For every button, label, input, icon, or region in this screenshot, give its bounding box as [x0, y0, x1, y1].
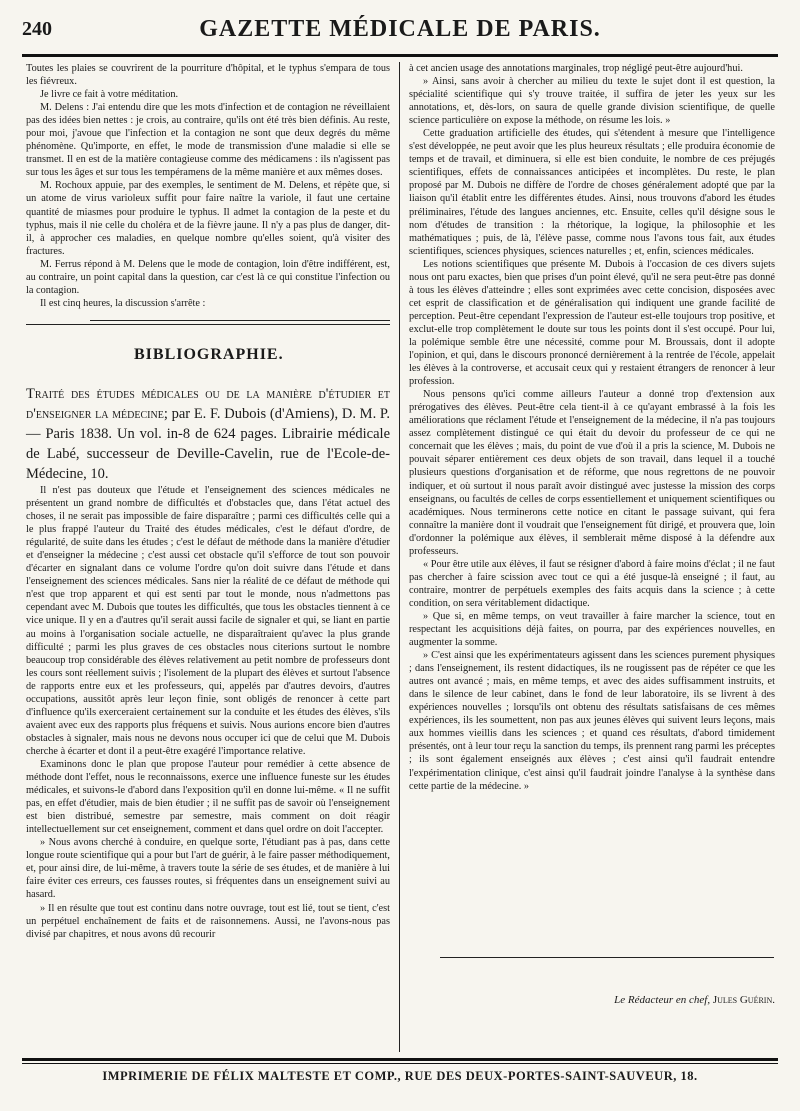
right-column	[409, 62, 775, 944]
paragraph: à cet ancien usage des annotations marginales, trop négligé peut-être aujourd'hui.	[409, 63, 743, 74]
header-rule	[22, 54, 778, 57]
paragraph: Les notions scientifiques que présente M. Dubois à l'occasion de ces divers sujets nous ont paru exactes, bien que prises d'un point élevé, qu'il ne sera peut-être pas donné à tous les élèves d'atteindre ; elles sont exprimées avec cette concision, disposées avec cet esprit de classification et de généralisation qui indiquent une grande facilité de perception. Peut-être cependant l'expression de l'auteur est-elle toujours trop positive, et exclut-elle trop complètement le doute sur tous les points dont il s'est occupé. Pour lui, la polémique semble être une nécessité, comme pour M. Broussais, dont il adopte l'opinion, et qui, dans le discours prononcé dernièrement à la rentrée de l'école, appelait les élèves à la controverse, et accusait ceux qui y restaient étrangers de renoncer à leur profession.	[409, 258, 775, 388]
printer-imprint: IMPRIMERIE DE FÉLIX MALTESTE ET COMP., RUE DES DEUX-PORTES-SAINT-SAUVEUR, 18.	[102, 1069, 698, 1083]
journal-title: GAZETTE MÉDICALE DE PARIS.	[199, 16, 601, 42]
paragraph: M. Ferrus répond à M. Delens que le mode de contagion, loin d'être indifférent, est, au contraire, un point capital dans la question, car c'est là ce qui constitue l'infection ou la contagion.	[26, 258, 390, 296]
section-rule	[26, 324, 390, 325]
book-title: Traité des études médicales ou de la manière d'étudier et d'enseigner la médecine;	[26, 386, 390, 422]
paragraph: « Pour être utile aux élèves, il faut se résigner d'abord à faire moins d'éclat ; il ne faut pas chercher à faire scission avec tout ce qui a été jusque-là enseigné ; il faut, au contraire, montrer de perpétuels exemples des faits acquis dans la science ; à cette condition, on sera véritablement didactique.	[409, 558, 775, 609]
paragraph: M. Delens : J'ai entendu dire que les mots d'infection et de contagion ne réveillaient pas des idées bien nettes : je crois, au contraire, qu'ils ont été très bien définis. Au reste, pour moi, j'avoue que l'infection et la contagion ne sont que deux degrés du même phénomène. Qu'importe, en effet, le mode de transmission d'une maladie si elle se transmet. Il en est de la matière contagieuse comme des médicamens : ils n'agissent pas sur tous les âges et sur tous les tempéramens de la même manière et aux mêmes doses.	[26, 102, 390, 179]
paragraph: M. Rochoux appuie, par des exemples, le sentiment de M. Delens, et répète que, si un atome de virus varioleux suffit pour faire naître la variole, il faut une certaine quantité de miasmes pour produire le typhus. Il admet la contagion de la peste et du typhus, mais il nie celle du choléra et de la fièvre jaune. Il n'y a pas plus de danger, dit-il, à approcher ces maladies, en quelque nombre qu'elles soient, qu'à visiter des fractures.	[26, 180, 390, 257]
paragraph: Toutes les plaies se couvrirent de la pourriture d'hôpital, et le typhus s'empara de tous les fiévreux.	[26, 63, 390, 88]
signature-role: Le Rédacteur en chef,	[614, 994, 711, 1006]
book-citation	[26, 384, 390, 484]
paragraph: Il est cinq heures, la discussion s'arrête :	[40, 297, 206, 309]
paragraph: Examinons donc le plan que propose l'auteur pour remédier à cette absence de méthode dont l'effet, nous le reconnaissons, exerce une influence funeste sur les études médicales, et suivons-le d'abord dans l'exposition qu'il en donne lui-même. « Il ne suffit pas, en effet d'étudier, mais de bien étudier ; il ne suffit pas de savoir où l'enseignement est bien distribué, semestre par semestre, mais comment on doit réagir intellectuellement sur cet enseignement, comment et dans quel ordre on doit l'accepter.	[26, 758, 390, 836]
left-column-body	[26, 484, 390, 1050]
left-column-top	[26, 62, 390, 314]
paragraph: » Ainsi, sans avoir à chercher au milieu du texte le sujet dont il est question, la spécialité scientifique qui s'y trouve traitée, il suffira de jeter les yeux sur les annotations, et, dès-lors, on saura de quelle grande division scientifique, de quelle science particulière on expose la méthode, on résume les lois. »	[409, 76, 775, 127]
paragraph: » C'est ainsi que les expérimentateurs agissent dans les sciences purement physiques ; dans l'enseignement, ils restent didactiques, ils ne rougissent pas de répéter ce que les autres ont avancé ; mais, en même temps, et avec des aides suffisamment instruits, et dans le silence de leur cabinet, dans le fond de leur laboratoire, ils se livrent à des expériences nouvelles ; lorsqu'ils ont obtenu des résultats satisfaisans de ces mêmes expériences, ils les soumettent, non pas aux jeunes élèves qui suivent leurs leçons, mais aux hommes vieillis dans les sciences ; et quand ces résultats, d'abord timidement présentés, ont à leur tour reçu la sanction du temps, ils prennent rang parmi les préceptes ; ils sont également enseignés aux élèves ; c'est ainsi qu'il faudrait entendre l'expérimentation clinique, c'est ainsi qu'il faudrait joindre l'analyse à la synthèse dans cette partie de la médecine. »	[409, 650, 775, 792]
section-rule	[90, 320, 390, 321]
paragraph: Je livre ce fait à votre méditation.	[40, 89, 179, 101]
footer-rule	[22, 1063, 778, 1064]
signature-name: Jules Guérin.	[712, 994, 775, 1006]
editor-signature	[409, 994, 775, 1006]
paragraph: Cette graduation artificielle des études, qui s'étendent à mesure que l'intelligence s'est développée, ne peut avoir que les plus heureux résultats ; elle produira économie de temps et de travail, et diminuera, si elle est bien conduite, le nombre de ces préjugés scientifiques, effets de connaissances anticipées et incomplètes. Du reste, le plan proposé par M. Dubois ne diffère de l'ordre de choses généralement adopté que par la liaison qu'il établit entre les différentes études. Ainsi, nous trouvons d'abord les études préliminaires, l'étude des langues anciennes, etc. Ensuite, celles qu'il désigne sous le nom d'études de transition : la rhétorique, la logique, la philosophie et les mathématiques ; puis, de là, l'élève passe, comme nous l'avons tous fait, aux études scientifiques, sciences physiques, sciences naturelles ; et, enfin, sciences médicales.	[409, 128, 775, 257]
paragraph: » Il en résulte que tout est continu dans notre ouvrage, tout est lié, tout se tient, c'est un perpétuel enchaînement de faits et de raisonnemens. Aussi, ne l'avons-nous pas divisé par chapitres, et nous avons dû recourir	[26, 902, 390, 940]
book-details: par E. F. Dubois (d'Amiens), D. M. P. — Paris 1838. Un vol. in-8 de 624 pages. Librairie médicale de Labé, successeur de Deville-Cavelin, rue de l'Ecole-de-Médecine, 10.	[26, 406, 391, 482]
paragraph: » Que si, en même temps, on veut travailler à faire marcher la science, tout en respectant les acquisitions déjà faites, on pourra, par des expériences nouvelles, en augmenter la somme.	[409, 610, 775, 649]
paragraph: Nous pensons qu'ici comme ailleurs l'auteur a donné trop d'extension aux prérogatives des élèves. Peut-être cela tient-il à ce qu'ayant embrassé à la fois les améliorations que réclament l'étude et l'enseignement de la médecine, il n'a pas toujours assez complètement distingué ce qui était du devoir du professeur de ce qui ne concernait que les élèves ; mais, du point de vue d'où il a pris la science, M. Dubois ne pouvait séparer entièrement ces deux objets de son travail, dans lequel il a touché plusieurs questions d'organisation et de réforme, que nous regrettons de ne pouvoir indiquer, et où surtout il nous paraît avoir distingué avec justesse la mission des corps enseignans, ou facultés de celles de corps essentiellement et uniquement scientifiques ou académiques. Nous terminerons cette notice en citant le passage suivant, qui fera connaître la manière dont il voudrait que l'enseignement fût dirigé, et prouvera que, loin d'ordonner la polémique aux élèves, il semblerait même disposé à la défendre aux professeurs.	[409, 389, 775, 557]
paragraph: » Nous avons cherché à conduire, en quelque sorte, l'étudiant pas à pas, dans cette longue route scientifique qui a pour but l'art de guérir, à le faire passer méthodiquement, et, pour ainsi dire, de lui-même, à travers toute la série de ses études, et de manière à lui faire éviter ces erreurs, ces fausses routes, si fréquentes dans un enseignement suivi au hasard.	[26, 837, 390, 901]
paragraph: Il n'est pas douteux que l'étude et l'enseignement des sciences médicales ne présentent un grand nombre de difficultés et d'obstacles que, dans l'état actuel des choses, il ne serait pas impossible de faire disparaître ; parmi ces difficultés celle qui a le plus frappé l'auteur du Traité des études médicales, c'est le défaut d'ordre, de régularité, de suite dans les études ; c'est le défaut de méthode dans la manière d'étudier et d'enseigner la médecine ; c'est aussi cet obstacle qu'il s'efforce de tout son pouvoir d'écarter en signalant dans ce volume l'ordre qu'on doit suivre dans l'étude et dans l'enseignement des sciences médicales. Sans nier la réalité de ce défaut de méthode qui n'est que trop apparent et qui est senti par tout le monde, nous n'admettons pas cependant avec M. Dubois que toutes les difficultés, que tous les obstacles tiennent à ce vice unique. Il y en a d'autres qu'il serait aussi facile de signaler et qui, se liant en partie au moins à l'organisation sociale actuelle, ne disparaîtraient qu'avec la plus grande difficulté ; parmi les plus graves de ces obstacles nous citerions surtout le nombre beaucoup trop considérable des élèves relativement au petit nombre de professeurs dont les cours sont réellement suivis ; l'isolement de la plupart des élèves et surtout l'absence de rapports entre eux et les professeurs, qui, appelés par d'autres devoirs, d'autres occupations, aussitôt après leur leçon finie, sont obligés de renoncer à cette part d'influence qu'ils exerceraient certainement sur la conduite et les études des élèves, s'ils avaient avec eux des rapports plus fréquens et suivis. Nous aurions encore bien d'autres obstacles à signaler, mais nous ne devons nous occuper ici que de celui que M. Dubois cherche à écarter et dont il a peut-être exagéré l'importance relative.	[26, 485, 390, 757]
section-rule	[440, 957, 774, 958]
footer-rule	[22, 1058, 778, 1061]
page-number: 240	[22, 18, 52, 40]
section-heading: BIBLIOGRAPHIE.	[134, 346, 284, 363]
page-header	[22, 12, 778, 52]
column-divider	[399, 62, 400, 1052]
